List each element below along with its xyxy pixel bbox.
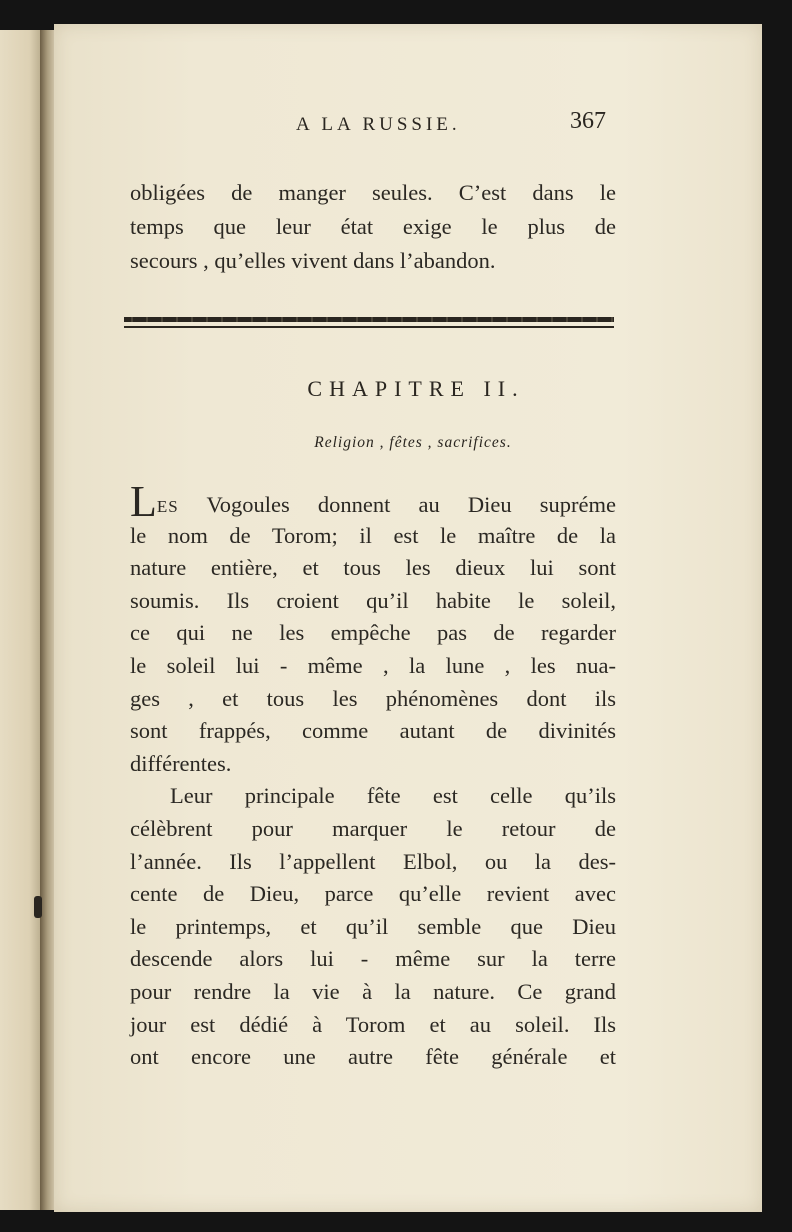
running-head-title: A LA RUSSIE. [296, 114, 461, 135]
text-line: célèbrent pour marquer le retour de [130, 815, 616, 841]
divider-thin-rule [124, 326, 614, 328]
text-line: le nom de Torom; il est le maître de la [130, 522, 616, 548]
drop-cap: L [130, 477, 157, 526]
text-line: l’année. Ils l’appellent Elbol, ou la des- [130, 848, 616, 874]
text-line: jour est dédié à Torom et au soleil. Ils [130, 1011, 616, 1037]
text-line: sont frappés, comme autant de divinités [130, 718, 616, 744]
chapter-subtitle: Religion , fêtes , sacrifices. [314, 434, 512, 451]
binding-mark [34, 896, 42, 918]
text-line: soumis. Ils croient qu’il habite le soleil, [130, 587, 616, 613]
divider-thick-rule [124, 317, 614, 322]
continued-paragraph [130, 176, 616, 278]
text-line: pour rendre la vie à la nature. Ce grand [130, 978, 616, 1004]
first-line [130, 477, 616, 526]
chapter-title: CHAPITRE II. [307, 376, 525, 401]
page-number: 367 [570, 108, 606, 134]
text-line: nature entière, et tous les dieux lui sont [130, 555, 616, 581]
text-line: différentes. [130, 750, 232, 776]
running-head [54, 108, 762, 148]
chapter-divider [124, 314, 614, 334]
text-line: temps que leur état exige le plus de [130, 214, 616, 239]
first-word-tail: ES [156, 497, 179, 516]
text-line: descende alors lui - même sur la terre [130, 946, 616, 972]
text-line: cente de Dieu, parce qu’elle revient avec [130, 881, 616, 907]
first-line-rest: Vogoules donnent au Dieu supréme [178, 492, 616, 517]
text-line: ges , et tous les phénomènes dont ils [130, 685, 616, 711]
text-line: le printemps, et qu’il semble que Dieu [130, 913, 616, 939]
text-line: ce qui ne les empêche pas de regarder [130, 620, 616, 646]
paragraph-start-line: Leur principale fête est celle qu’ils [170, 783, 616, 809]
text-line: obligées de manger seules. C’est dans le [130, 180, 616, 205]
text-line: le soleil lui - même , la lune , les nua- [130, 652, 616, 678]
text-line: secours , qu’elles vivent dans l’abandon. [130, 248, 496, 273]
book-page [54, 24, 762, 1212]
chapter-body [130, 477, 616, 1074]
facing-page-edge [0, 30, 44, 1210]
text-line: ont encore une autre fête générale et [130, 1044, 616, 1070]
